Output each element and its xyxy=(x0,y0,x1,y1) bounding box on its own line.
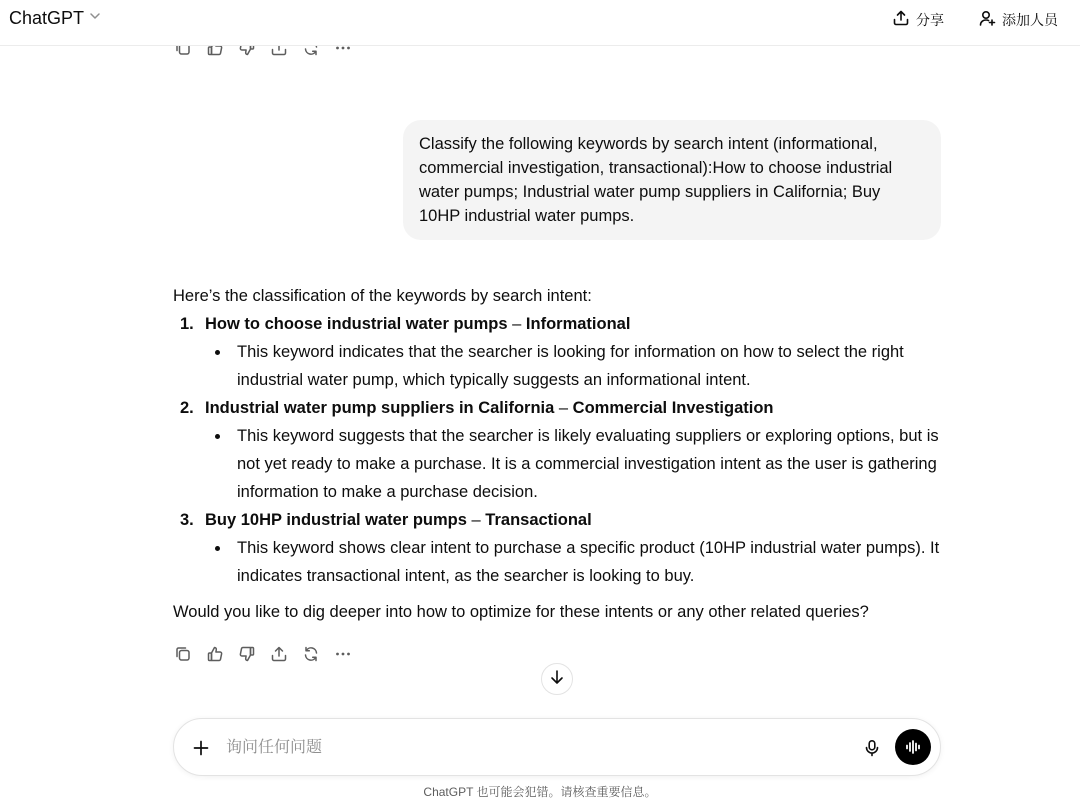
share-button[interactable] xyxy=(892,9,944,30)
keyword-text: How to choose industrial water pumps xyxy=(205,315,508,333)
copy-icon[interactable] xyxy=(173,644,193,664)
regenerate-icon[interactable] xyxy=(301,644,321,664)
keyword-number: 3. xyxy=(180,511,194,529)
keyword-explanation: This keyword shows clear intent to purchase a specific product (10HP industrial water pumps). It indicates transactional intent, as the searcher is looking to buy. xyxy=(205,534,953,590)
keyword-separator: – xyxy=(554,399,573,417)
message-composer xyxy=(173,718,941,776)
keyword-explanation-list xyxy=(205,422,953,506)
top-bar xyxy=(0,0,1080,46)
scroll-to-bottom-button[interactable] xyxy=(541,663,573,695)
voice-waveform-icon[interactable] xyxy=(895,729,931,765)
message-input[interactable] xyxy=(226,735,846,761)
user-message-bubble: Classify the following keywords by search intent (informational, commercial investigation, transactional):How to choose industrial water pumps; Industrial water pump suppliers in California; Buy 10HP industrial water pumps. xyxy=(403,120,941,240)
keyword-item xyxy=(173,506,953,590)
keyword-intent: Commercial Investigation xyxy=(572,399,774,417)
share-icon[interactable] xyxy=(269,644,289,664)
disclaimer-text: ChatGPT 也可能会犯错。请核查重要信息。 xyxy=(423,785,657,799)
keyword-explanation: This keyword indicates that the searcher is looking for information on how to select the right industrial water pump, which typically suggests an informational intent. xyxy=(205,338,953,394)
top-actions xyxy=(892,9,1058,30)
more-icon[interactable] xyxy=(333,644,353,664)
chevron-down-icon xyxy=(88,9,102,28)
thumbs-up-icon[interactable] xyxy=(205,644,225,664)
keyword-explanation-list xyxy=(205,338,953,394)
keyword-text: Buy 10HP industrial water pumps xyxy=(205,511,467,529)
arrow-down-icon xyxy=(548,668,566,691)
keyword-intent: Transactional xyxy=(485,511,592,529)
response-actions xyxy=(173,644,353,664)
assistant-outro: Would you like to dig deeper into how to optimize for these intents or any other related queries? xyxy=(173,603,869,621)
keyword-explanation-list xyxy=(205,534,953,590)
share-label: 分享 xyxy=(916,11,944,28)
keyword-text: Industrial water pump suppliers in California xyxy=(205,399,555,417)
share-upload-icon xyxy=(892,9,910,30)
plus-icon[interactable] xyxy=(190,737,212,759)
keyword-number: 1. xyxy=(180,315,194,333)
keyword-item xyxy=(173,310,953,394)
keyword-item xyxy=(173,394,953,506)
add-person-icon xyxy=(978,9,996,30)
keyword-list xyxy=(173,310,953,590)
add-people-label: 添加人员 xyxy=(1002,11,1058,28)
microphone-icon[interactable] xyxy=(861,737,883,759)
keyword-separator: – xyxy=(507,315,526,333)
model-name: ChatGPT xyxy=(9,8,85,28)
keyword-intent: Informational xyxy=(525,315,631,333)
keyword-explanation: This keyword suggests that the searcher is likely evaluating suppliers or exploring options, but is not yet ready to make a purchase. It is a commercial investigation intent as the user is gathering information to make a purchase decision. xyxy=(205,422,953,506)
assistant-intro: Here’s the classification of the keywords by search intent: xyxy=(173,287,592,305)
add-people-button[interactable] xyxy=(978,9,1058,30)
assistant-message xyxy=(173,282,953,626)
keyword-number: 2. xyxy=(180,399,194,417)
keyword-separator: – xyxy=(466,511,486,529)
model-switcher[interactable] xyxy=(9,8,102,29)
thumbs-down-icon[interactable] xyxy=(237,644,257,664)
